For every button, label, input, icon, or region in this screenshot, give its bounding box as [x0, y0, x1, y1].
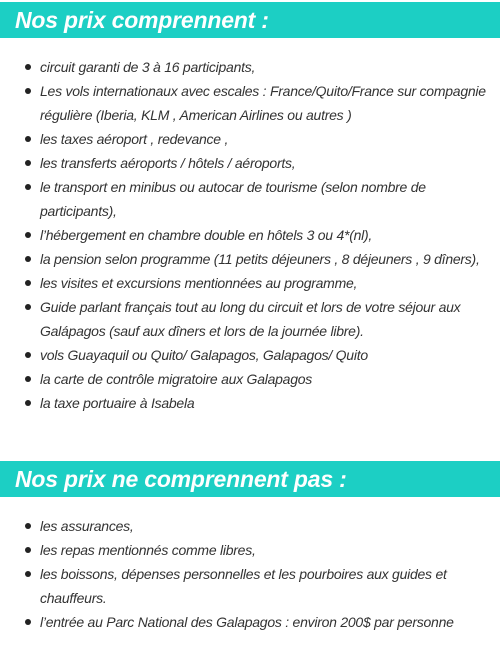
list-item: le transport en minibus ou autocar de tourisme (selon nombre de participants), — [0, 175, 500, 223]
list-item: la carte de contrôle migratoire aux Galapagos — [0, 367, 500, 391]
list-item: vols Guayaquil ou Quito/ Galapagos, Galapagos/ Quito — [0, 343, 500, 367]
list-item: l’hébergement en chambre double en hôtels 3 ou 4*(nl), — [0, 223, 500, 247]
included-section-title: Nos prix comprennent : — [0, 2, 500, 38]
list-item: les taxes aéroport , redevance , — [0, 127, 500, 151]
list-item: l’entrée au Parc National des Galapagos : environ 200$ par personne — [0, 610, 500, 634]
excluded-section-title: Nos prix ne comprennent pas : — [0, 461, 500, 497]
list-item: les boissons, dépenses personnelles et les pourboires aux guides et chauffeurs. — [0, 562, 500, 610]
list-item: Guide parlant français tout au long du circuit et lors de votre séjour aux Galápagos (sauf aux dîners et lors de la journée libre). — [0, 295, 500, 343]
list-item: Les vols internationaux avec escales : France/Quito/France sur compagnie régulière (Iberia, KLM , American Airlines ou autres ) — [0, 79, 500, 127]
list-item: les transferts aéroports / hôtels / aéroports, — [0, 151, 500, 175]
list-item: la pension selon programme (11 petits déjeuners , 8 déjeuners , 9 dîners), — [0, 247, 500, 271]
excluded-list — [0, 514, 500, 634]
list-item: les assurances, — [0, 514, 500, 538]
included-list — [0, 55, 500, 415]
list-item: les visites et excursions mentionnées au programme, — [0, 271, 500, 295]
list-item: les repas mentionnés comme libres, — [0, 538, 500, 562]
list-item: circuit garanti de 3 à 16 participants, — [0, 55, 500, 79]
list-item: la taxe portuaire à Isabela — [0, 391, 500, 415]
